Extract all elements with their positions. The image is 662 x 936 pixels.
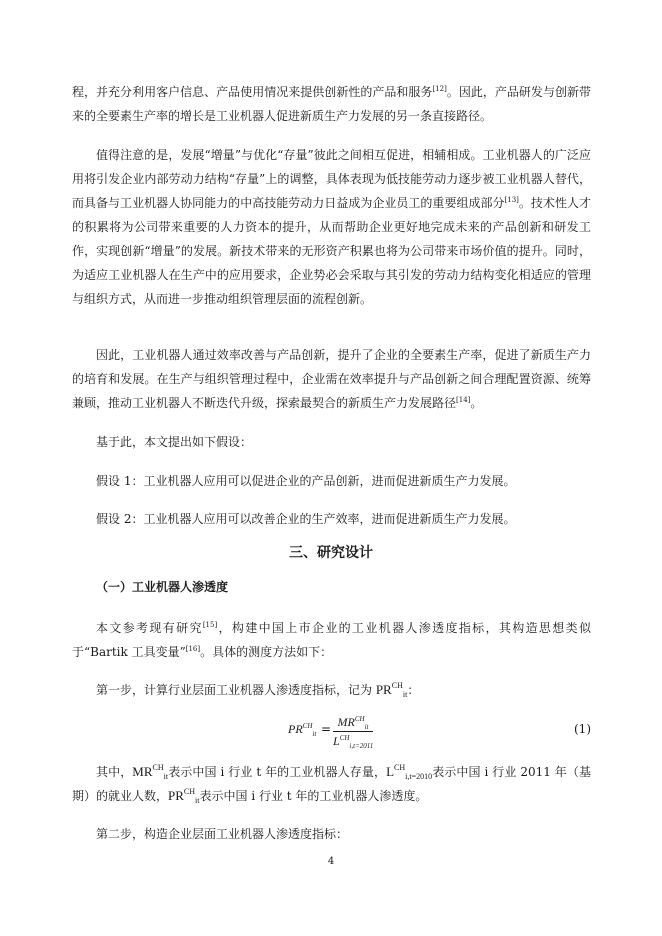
citation-ref: [14] xyxy=(456,396,471,404)
hypothesis-1: 假设 1：工业机器人应用可以促进企业的产品创新，进而促进新质生产力发展。 xyxy=(96,474,516,488)
paragraph-product-innovation-end: 程，并充分利用客户信息、产品使用情况来提供创新性的产品和服务[12]。因此，产品研发与创新带来的全要素生产率的增长是工业机器人促进新质生产力发展的另一条直接路径。 xyxy=(72,85,591,123)
fraction-bar xyxy=(333,731,373,732)
equals-sign: = xyxy=(321,722,332,736)
citation-ref: [15] xyxy=(202,621,218,629)
citation-ref: [16] xyxy=(185,645,201,653)
citation-ref: [12] xyxy=(432,85,447,93)
fraction-numerator: $MR^{CH}_{it}$ xyxy=(337,715,369,731)
section-title: 三、研究设计 xyxy=(289,545,373,561)
equation-fraction xyxy=(333,714,373,749)
symbol-pr: $PR^{CH}_{it}$ xyxy=(168,787,200,805)
symbol-pr: $PR^{CH}_{it}$ xyxy=(375,681,408,699)
paragraph-therefore: 因此，工业机器人通过效率改善与产品创新，提升了企业的全要素生产率，促进了新质生产力的培育和发展。在生产与组织管理过程中，企业需在效率提升与产品创新之间合理配置资源、统筹兼顾，推动工业机器人不断迭代升级，探索最契合的新质生产力发展路径[14]。 xyxy=(72,348,591,410)
paragraph-method: 本文参考现有研究[15]，构建中国上市企业的工业机器人渗透度指标，其构造思想类似于“Bartik 工具变量”[16]。具体的测度方法如下： xyxy=(72,621,591,659)
equation-1 xyxy=(0,714,662,750)
symbol-mr: $MR^{CH}_{it}$ xyxy=(132,763,169,781)
paragraph-increment-stock: 值得注意的是，发展“增量”与优化“存量”彼此之间相互促进，相辅相成。工业机器人的广泛应用将引发企业内部劳动力结构“存量”上的调整，具体表现为低技能劳动力逐步被工业机器人替代，而具备与工业机器人协同能力的中高技能劳动力日益成为企业员工的重要组成部分[13]。技术性人才的积累将为公司带来重要的人力资本的提升，从而帮助企业更好地完成未来的产品创新和研发工作，实现创新“增量”的发展。新技术带来的无形资产积累也将为公司带来市场价值的提升。同时，为适应工业机器人在生产中的应用要求，企业势必会采取与其引发的劳动力结构变化相适应的管理与组织方式，从而进一步推动组织管理层面的流程创新。 xyxy=(72,148,591,306)
paragraph-step-one: 第一步，计算行业层面工业机器人渗透度指标，记为 $PR^{CH}_{it}$： xyxy=(96,681,420,699)
symbol-l: $L^{CH}_{i,t=2010}$ xyxy=(386,763,433,781)
equation-lhs: $PR^{CH}_{it}$ xyxy=(288,722,317,738)
fraction-denominator: $L^{CH}_{i,t=2011}$ xyxy=(333,734,374,750)
page-number: 4 xyxy=(327,856,335,867)
paragraph-hypothesis-intro: 基于此，本文提出如下假设： xyxy=(96,435,253,449)
equation-number: (1) xyxy=(574,722,591,736)
citation-ref: [13] xyxy=(504,196,519,204)
paragraph-definitions: 其中，$MR^{CH}_{it}$表示中国 i 行业 t 年的工业机器人存量，$L^{CH}_{i,t=2010}$表示中国 i 行业 2011 年（基期）的就业人数，$PR^{CH}_{it}$表示中国 i 行业 t 年的工业机器人渗透度。 xyxy=(72,763,591,805)
hypothesis-2: 假设 2：工业机器人应用可以改善企业的生产效率，进而促进新质生产力发展。 xyxy=(96,512,516,526)
paragraph-step-two: 第二步，构造企业层面工业机器人渗透度指标： xyxy=(96,827,349,841)
subsection-title: （一）工业机器人渗透度 xyxy=(96,580,229,594)
